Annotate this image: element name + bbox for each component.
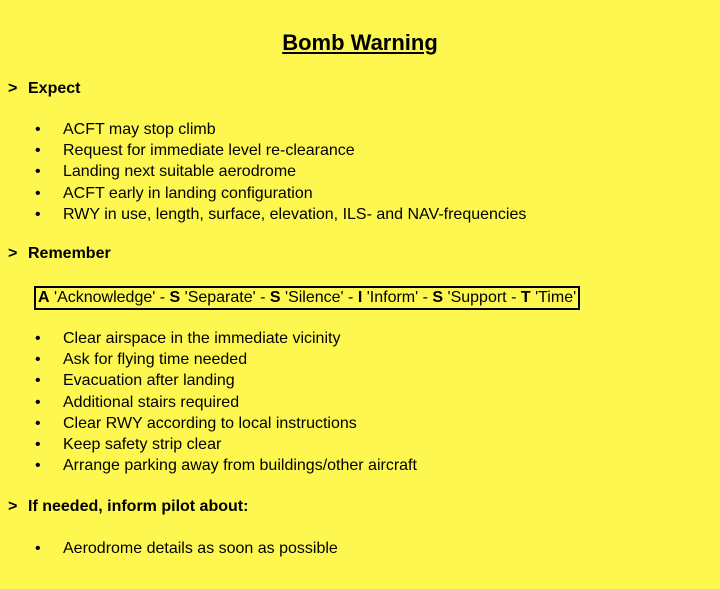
section-heading-label: If needed, inform pilot about: [28, 498, 249, 515]
acronym-letter: T [520, 289, 531, 306]
bullet-icon: • [35, 372, 41, 390]
bullet-icon: • [35, 205, 41, 223]
inform-list [0, 538, 338, 559]
list-item-text: Arrange parking away from buildings/other aircraft [63, 457, 417, 475]
section-marker: > [8, 80, 18, 97]
list-item-text: ACFT early in landing configuration [63, 184, 313, 202]
list-item-text: Ask for flying time needed [63, 351, 248, 369]
acronym-letter: S [169, 289, 181, 306]
acronym-letter: S [432, 289, 444, 306]
section-heading-label: Remember [28, 245, 111, 262]
asist-acronym-box [34, 286, 580, 310]
section-heading-label: Expect [28, 80, 81, 97]
list-item [0, 328, 417, 349]
acronym-letter: A [38, 289, 50, 306]
list-item [0, 455, 417, 476]
list-item [0, 370, 417, 391]
acronym-word: 'Inform' - [362, 289, 433, 306]
list-item [0, 140, 526, 161]
acronym-word: 'Separate' - [180, 289, 270, 306]
acronym-word: 'Time' [530, 289, 577, 306]
list-item [0, 204, 526, 225]
list-item-text: ACFT may stop climb [63, 121, 216, 138]
list-item-text: Clear RWY according to local instructions [63, 414, 357, 432]
bullet-icon: • [35, 142, 41, 160]
list-item [0, 538, 338, 559]
bullet-icon: • [35, 184, 41, 202]
list-item-text: Evacuation after landing [63, 372, 235, 390]
acronym-letter: S [269, 289, 281, 306]
bullet-icon: • [35, 540, 41, 557]
bullet-icon: • [35, 393, 41, 411]
acronym-word: 'Acknowledge' - [49, 289, 170, 306]
expect-list [0, 119, 526, 225]
list-item-text: Clear airspace in the immediate vicinity [63, 330, 341, 347]
list-item [0, 161, 526, 182]
list-item [0, 434, 417, 455]
bullet-icon: • [35, 163, 41, 181]
bullet-icon: • [35, 436, 41, 454]
bullet-icon: • [35, 351, 41, 369]
list-item-text: RWY in use, length, surface, elevation, ILS- and NAV-frequencies [63, 205, 527, 223]
list-item-text: Landing next suitable aerodrome [63, 163, 297, 181]
list-item [0, 119, 526, 140]
list-item [0, 183, 526, 204]
page-title: Bomb Warning [282, 30, 438, 55]
bullet-icon: • [35, 414, 41, 432]
list-item [0, 349, 417, 370]
acronym-word: 'Silence' - [280, 289, 358, 306]
section-inform-heading [8, 497, 248, 517]
bullet-icon: • [35, 121, 41, 138]
bullet-icon: • [35, 457, 41, 475]
section-marker: > [8, 498, 18, 515]
list-item-text: Request for immediate level re-clearance [63, 142, 355, 160]
section-expect-heading [8, 79, 80, 99]
list-item [0, 413, 417, 434]
remember-list [0, 328, 417, 476]
acronym-word: 'Support - [443, 289, 521, 306]
bullet-icon: • [35, 330, 41, 347]
section-marker: > [8, 245, 18, 262]
list-item-text: Additional stairs required [63, 393, 240, 411]
list-item [0, 392, 417, 413]
acronym-letter: I [357, 289, 363, 306]
section-remember-heading [8, 244, 111, 264]
list-item-text: Keep safety strip clear [63, 436, 222, 454]
list-item-text: Aerodrome details as soon as possible [63, 540, 338, 557]
